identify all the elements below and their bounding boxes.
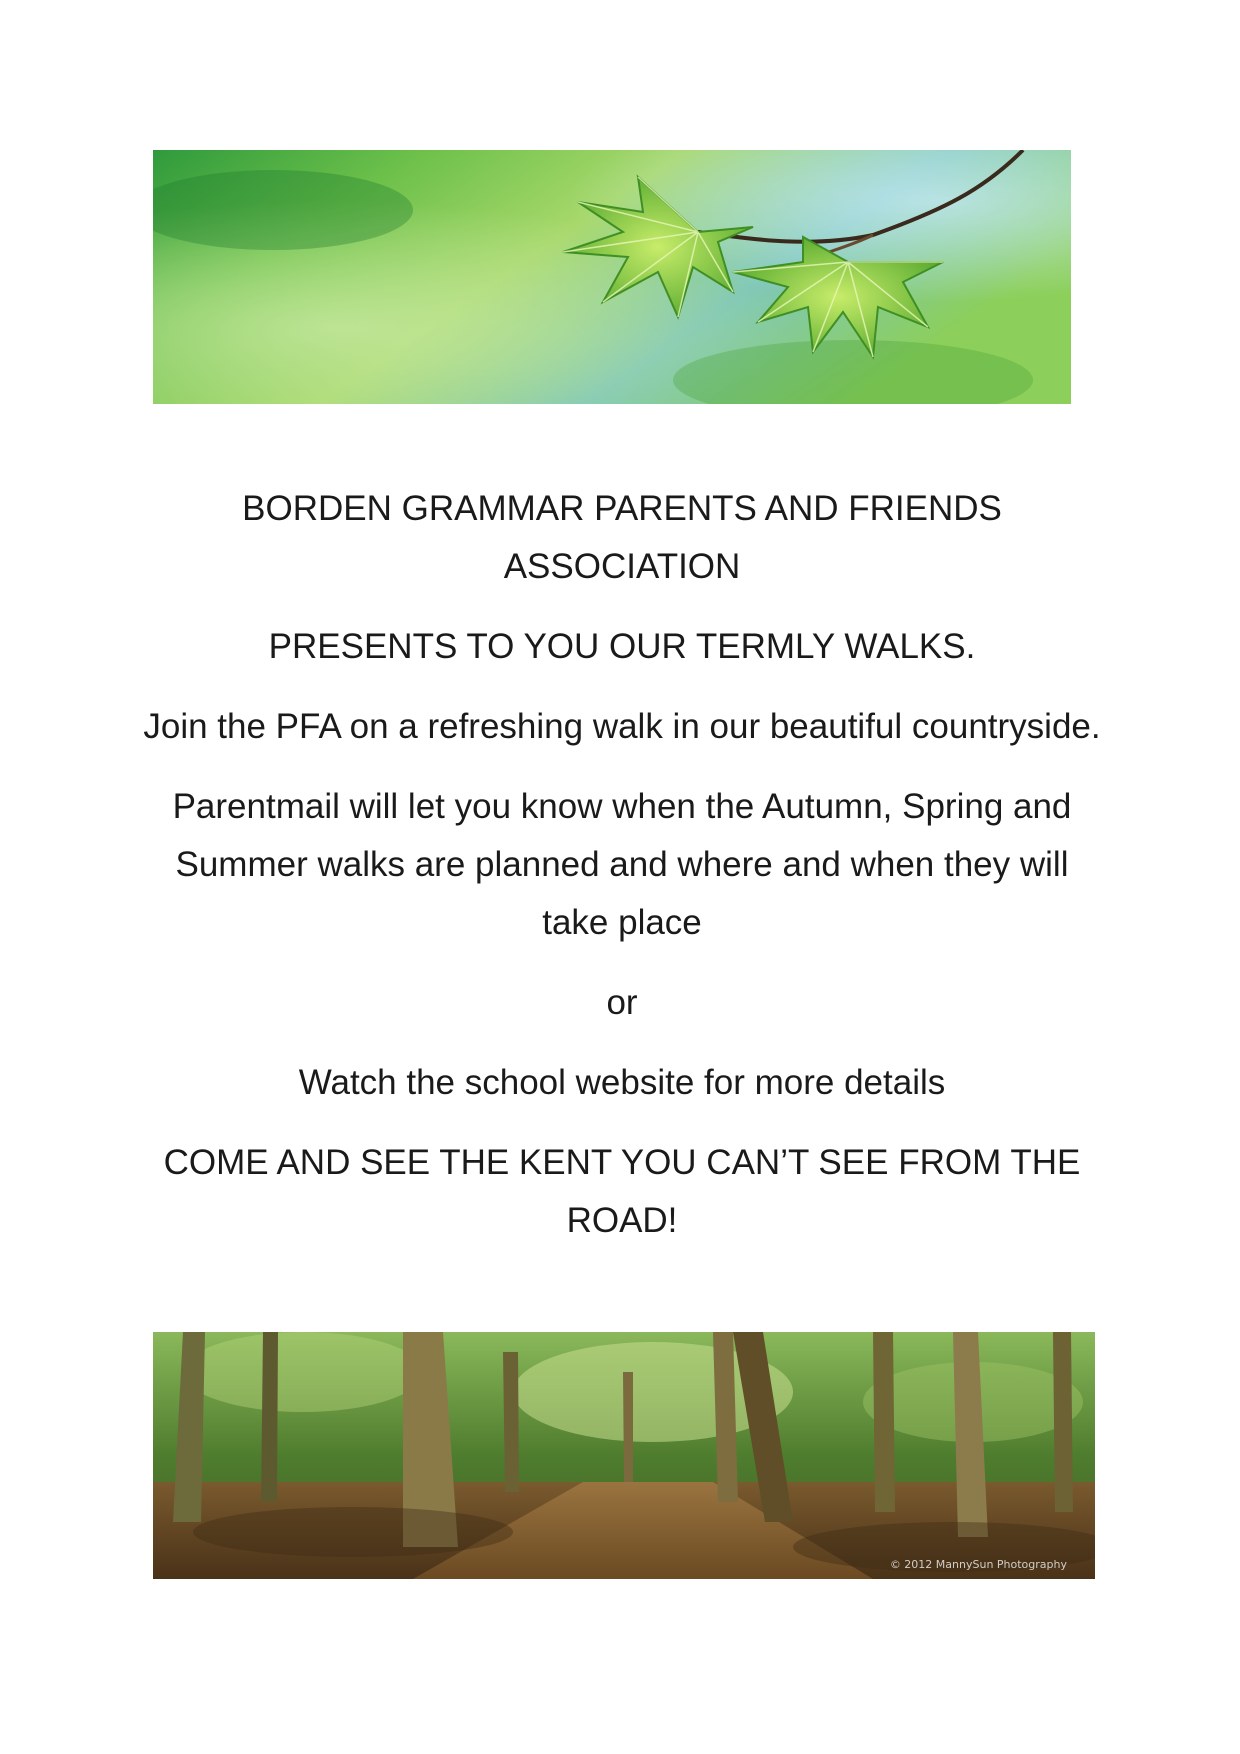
parentmail-line: Parentmail will let you know when the Autumn, Spring and Summer walks are planned and where and when they will take place <box>172 787 1072 942</box>
association-title: BORDEN GRAMMAR PARENTS AND FRIENDS ASSOCIATION <box>242 489 1002 586</box>
leaf-icon <box>153 150 1071 404</box>
photo-watermark: © 2012 MannySun Photography <box>889 1558 1067 1571</box>
website-line: Watch the school website for more details <box>298 1063 946 1102</box>
or-line: or <box>606 983 638 1022</box>
presents-line: PRESENTS TO YOU OUR TERMLY WALKS. <box>268 627 976 666</box>
flyer-body <box>140 480 1104 1272</box>
leaves-banner-image <box>153 150 1071 404</box>
forest-icon <box>153 1332 1095 1579</box>
invite-line: Join the PFA on a refreshing walk in our beautiful countryside. <box>143 707 1101 746</box>
forest-banner-image <box>153 1332 1095 1579</box>
tagline: COME AND SEE THE KENT YOU CAN’T SEE FROM THE ROAD! <box>163 1143 1081 1240</box>
